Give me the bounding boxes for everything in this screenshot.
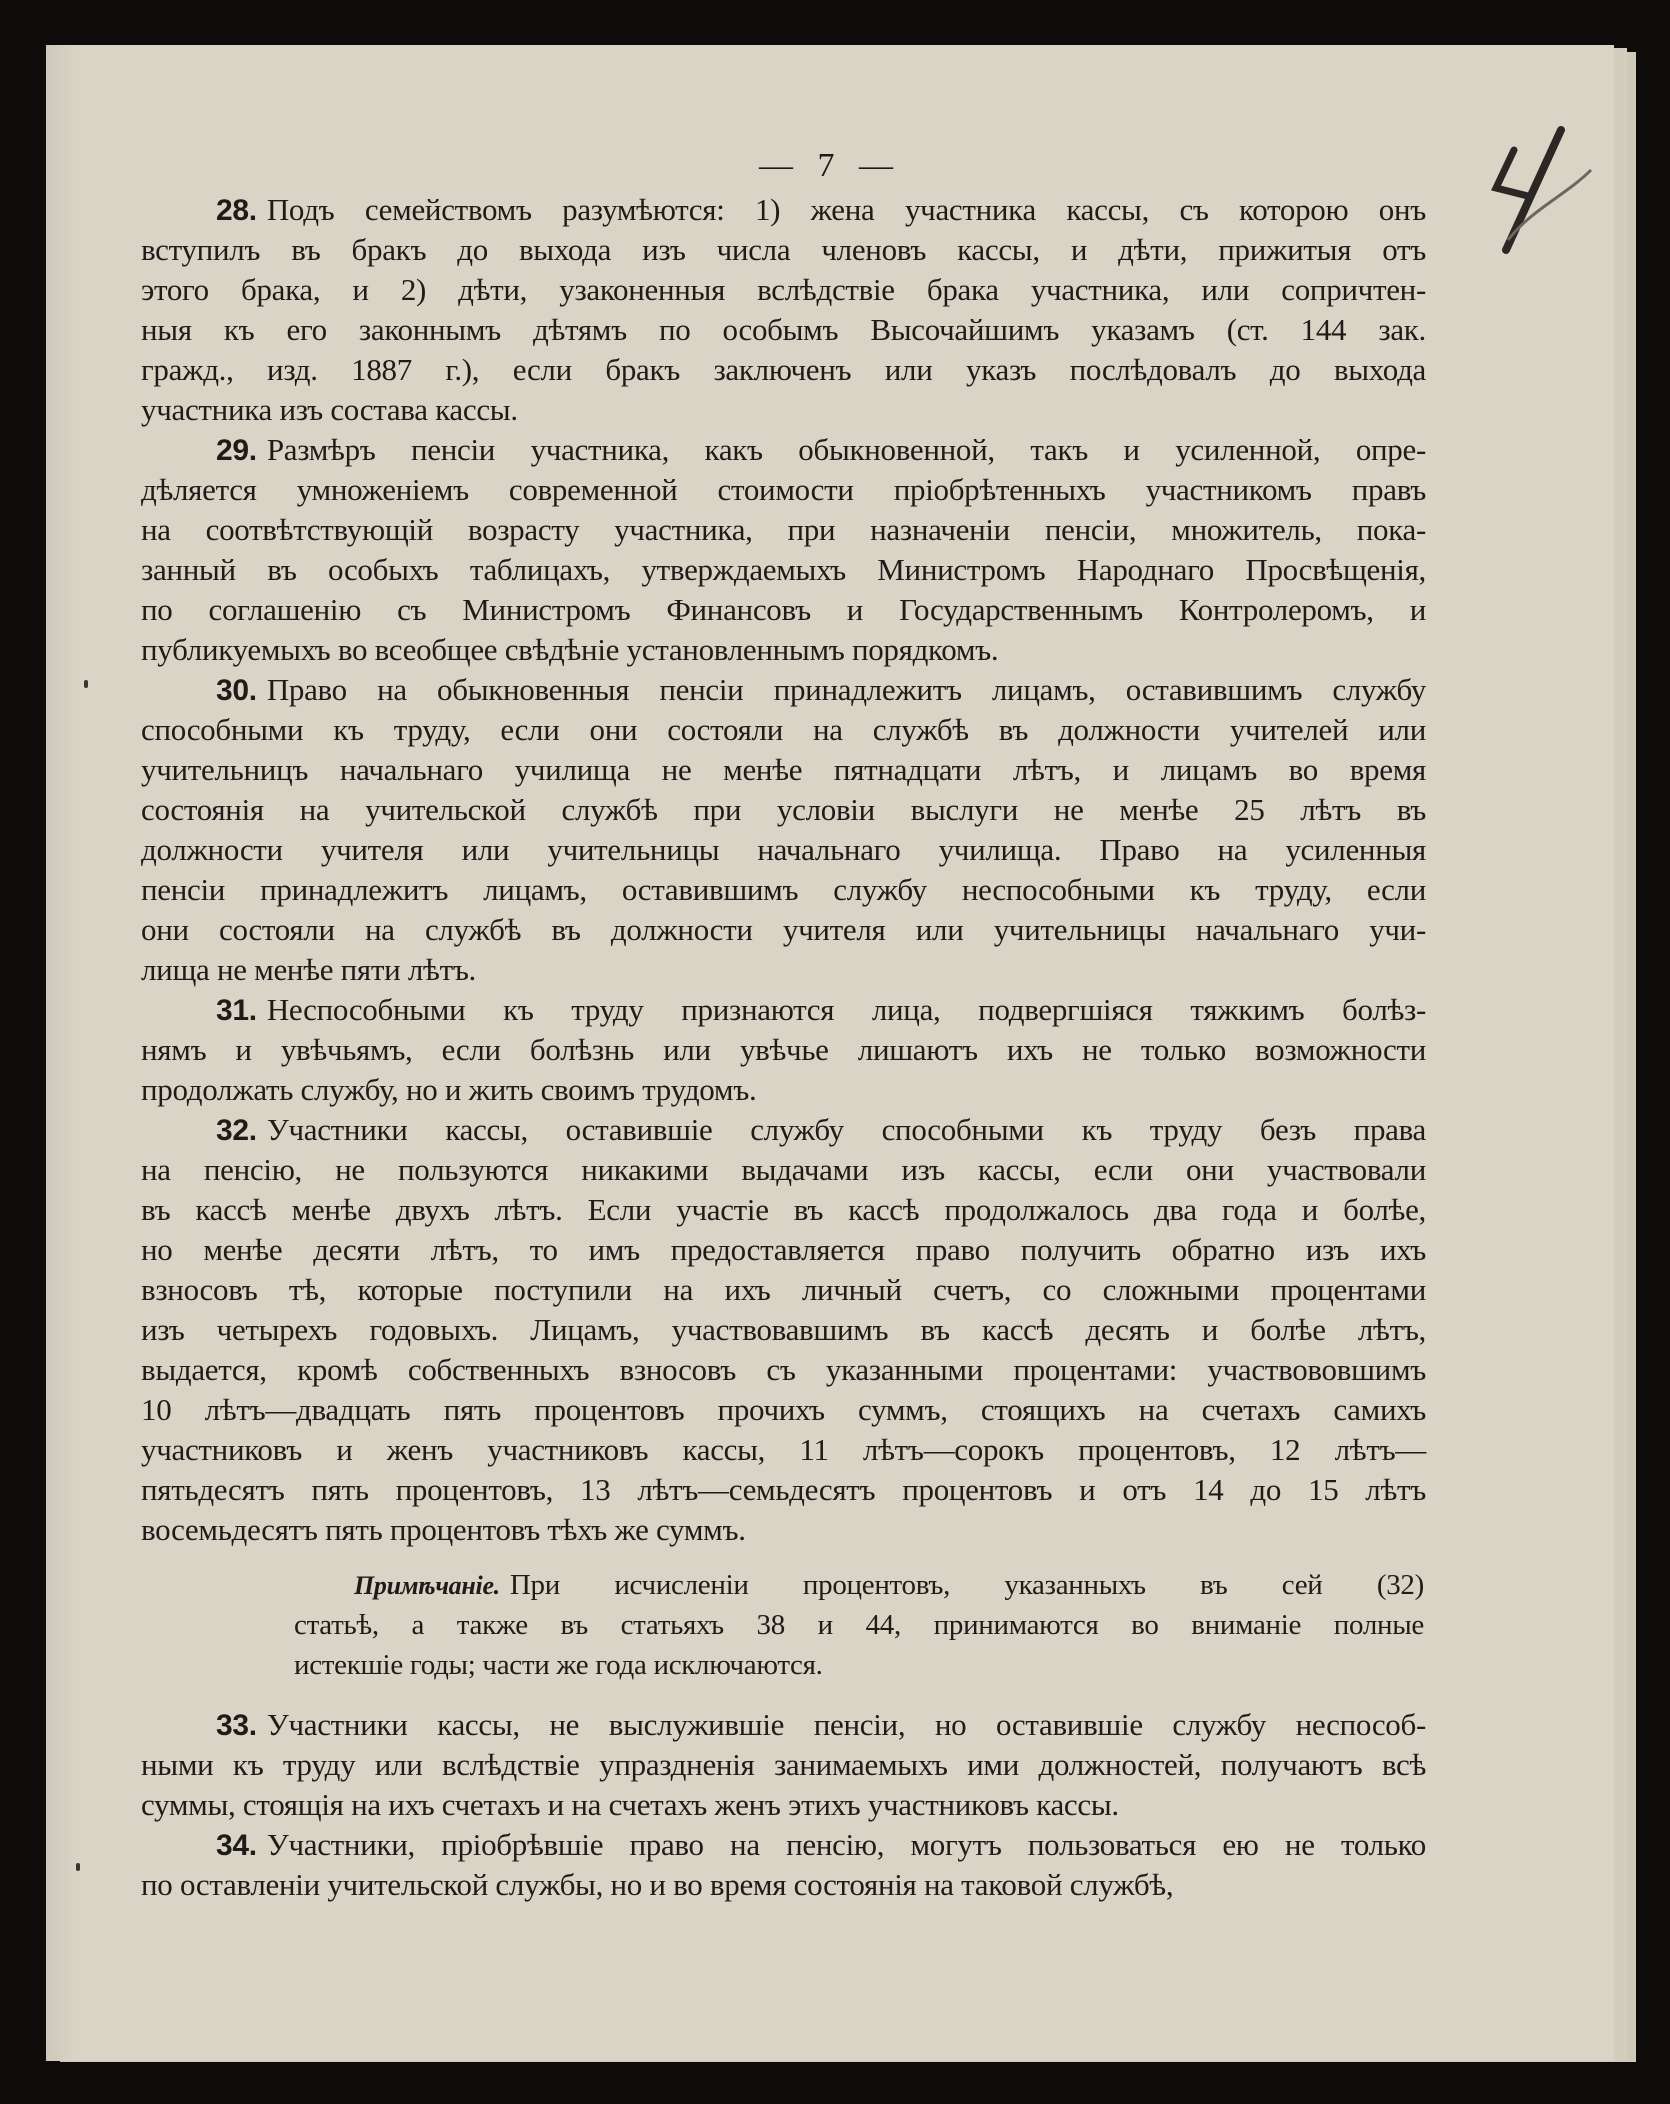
article-paragraph [141,670,1426,990]
text-line [141,1825,1426,1865]
text-line [141,510,1426,550]
line-text: способными къ труду, если они состояли на службѣ въ должности учителей или [141,712,1426,747]
line-text: статьѣ, а также въ статьяхъ 38 и 44, принимаются во вниманіе полные [294,1609,1424,1641]
line-text: дѣляется умноженіемъ современной стоимости пріобрѣтенныхъ участникомъ правъ [141,472,1426,507]
text-line [141,950,1426,990]
line-text: истекшіе годы; части же года исключаются. [294,1649,823,1681]
line-text: публикуемыхъ во всеобщее свѣдѣніе установленнымъ порядкомъ. [141,632,999,667]
line-text: должности учителя или учительницы начальнаго училища. Право на усиленныя [141,832,1426,867]
line-text: участника изъ состава кассы. [141,392,518,427]
line-text: на соотвѣтствующій возрасту участника, при назначеніи пенсіи, множитель, пока- [141,512,1426,547]
line-text: на пенсію, не пользуются никакими выдачами изъ кассы, если они участвовали [141,1152,1426,1187]
article-number: 28. [216,194,257,227]
text-line [141,430,1426,470]
line-text: гражд., изд. 1887 г.), если бракъ заключенъ или указъ послѣдовалъ до выхода [141,352,1426,387]
text-line [141,1310,1426,1350]
line-text: Участники, пріобрѣвшіе право на пенсію, могутъ пользоваться ею не только [266,1827,1426,1862]
article-paragraph [141,1110,1426,1550]
text-line [141,1430,1426,1470]
line-text: продолжать службу, но и жить своимъ трудомъ. [141,1072,757,1107]
paper-blemish [76,1863,80,1871]
line-text: по соглашенію съ Министромъ Финансовъ и Государственнымъ Контролеромъ, и [141,592,1426,627]
text-line [141,910,1426,950]
line-text: въ кассѣ менѣе двухъ лѣтъ. Если участіе въ кассѣ продолжалось два года и болѣе, [141,1192,1426,1227]
main-text [141,190,1426,1550]
line-text: ныя къ его законнымъ дѣтямъ по особымъ Высочайшимъ указамъ (ст. 144 зак. [141,312,1426,347]
text-line [141,350,1426,390]
line-text: учительницъ начальнаго училища не менѣе пятнадцати лѣтъ, и лицамъ во время [141,752,1426,787]
text-line [141,1705,1426,1745]
text-line [141,1865,1426,1905]
text-line [141,830,1426,870]
text-line [141,1350,1426,1390]
line-text: этого брака, и 2) дѣти, узаконенныя вслѣдствіе брака участника, или сопричтен- [141,272,1426,307]
text-line [141,1470,1426,1510]
footnote-remark [294,1565,1424,1685]
article-number: 29. [216,434,257,467]
text-line [141,1270,1426,1310]
text-line [141,590,1426,630]
line-text: Участники кассы, оставившіе службу способными къ труду безъ права [266,1112,1426,1147]
note-line [294,1645,1424,1685]
text-line [141,270,1426,310]
text-line [141,470,1426,510]
text-line [141,790,1426,830]
text-line [141,630,1426,670]
line-text: суммы, стоящія на ихъ счетахъ и на счетахъ женъ этихъ участниковъ кассы. [141,1787,1119,1822]
article-number: 34. [216,1829,257,1862]
text-line [141,1745,1426,1785]
document-page [46,45,1614,2061]
paper-blemish [84,680,88,688]
text-line [141,670,1426,710]
line-text: занный въ особыхъ таблицахъ, утверждаемыхъ Министромъ Народнаго Просвѣщенія, [141,552,1426,587]
line-text: изъ четырехъ годовыхъ. Лицамъ, участвовавшимъ въ кассѣ десять и болѣе лѣтъ, [141,1312,1426,1347]
text-line [141,1110,1426,1150]
line-text: Право на обыкновенныя пенсіи принадлежитъ лицамъ, оставившимъ службу [266,672,1426,707]
article-paragraph [141,190,1426,430]
text-line [141,990,1426,1030]
text-line [141,870,1426,910]
line-text: пенсіи принадлежитъ лицамъ, оставившимъ службу неспособными къ труду, если [141,872,1426,907]
text-line [141,190,1426,230]
note-line [294,1605,1424,1645]
text-line [141,1070,1426,1110]
article-paragraph [141,1825,1426,1905]
line-text: восемьдесятъ пять процентовъ тѣхъ же суммъ. [141,1512,746,1547]
text-line [141,750,1426,790]
article-paragraph [141,430,1426,670]
line-text: При исчисленіи процентовъ, указанныхъ въ сей (32) [509,1569,1424,1601]
text-line [141,310,1426,350]
note-line [294,1565,1424,1605]
article-number: 30. [216,674,257,707]
page-number: — 7 — [759,147,901,184]
note-label: Примѣчаніе. [354,1571,500,1600]
text-line [141,1230,1426,1270]
text-line [141,1390,1426,1430]
main-text-continued [141,1705,1426,1905]
line-text: вступилъ въ бракъ до выхода изъ числа членовъ кассы, и дѣти, прижитыя отъ [141,232,1426,267]
text-line [141,1190,1426,1230]
line-text: 10 лѣтъ—двадцать пять процентовъ прочихъ суммъ, стоящихъ на счетахъ самихъ [141,1392,1426,1427]
line-text: по оставленіи учительской службы, но и во время состоянія на таковой службѣ, [141,1867,1174,1902]
line-text: выдается, кромѣ собственныхъ взносовъ съ указанными процентами: участвововшимъ [141,1352,1426,1387]
line-text: участниковъ и женъ участниковъ кассы, 11 лѣтъ—сорокъ процентовъ, 12 лѣтъ— [141,1432,1426,1467]
line-text: Неспособными къ труду признаются лица, подвергшіяся тяжкимъ болѣз- [266,992,1426,1027]
line-text: Размѣръ пенсіи участника, какъ обыкновенной, такъ и усиленной, опре- [266,432,1426,467]
text-line [141,550,1426,590]
line-text: пятьдесятъ пять процентовъ, 13 лѣтъ—семьдесятъ процентовъ и отъ 14 до 15 лѣтъ [141,1472,1426,1507]
article-number: 33. [216,1709,257,1742]
text-line [141,710,1426,750]
article-number: 32. [216,1114,257,1147]
text-line [141,1785,1426,1825]
text-line [141,230,1426,270]
line-text: но менѣе десяти лѣтъ, то имъ предоставляется право получить обратно изъ ихъ [141,1232,1426,1267]
line-text: Участники кассы, не выслужившіе пенсіи, но оставившіе службу неспособ- [266,1707,1426,1742]
text-line [141,1510,1426,1550]
line-text: состоянія на учительской службѣ при условіи выслуги не менѣе 25 лѣтъ въ [141,792,1426,827]
article-paragraph [141,990,1426,1110]
line-text: Подъ семействомъ разумѣются: 1) жена участника кассы, съ которою онъ [266,192,1426,227]
text-line [141,390,1426,430]
line-text: лища не менѣе пяти лѣтъ. [141,952,477,987]
text-line [141,1150,1426,1190]
article-paragraph [141,1705,1426,1825]
line-text: нямъ и увѣчьямъ, если болѣзнь или увѣчье лишаютъ ихъ не только возможности [141,1032,1426,1067]
line-text: взносовъ тѣ, которые поступили на ихъ личный счетъ, со сложными процентами [141,1272,1426,1307]
article-number: 31. [216,994,257,1027]
text-line [141,1030,1426,1070]
handwritten-page-mark [1486,110,1606,270]
line-text: они состояли на службѣ въ должности учителя или учительницы начальнаго учи- [141,912,1426,947]
line-text: ными къ труду или вслѣдствіе упраздненія занимаемыхъ ими должностей, получаютъ всѣ [141,1747,1426,1782]
